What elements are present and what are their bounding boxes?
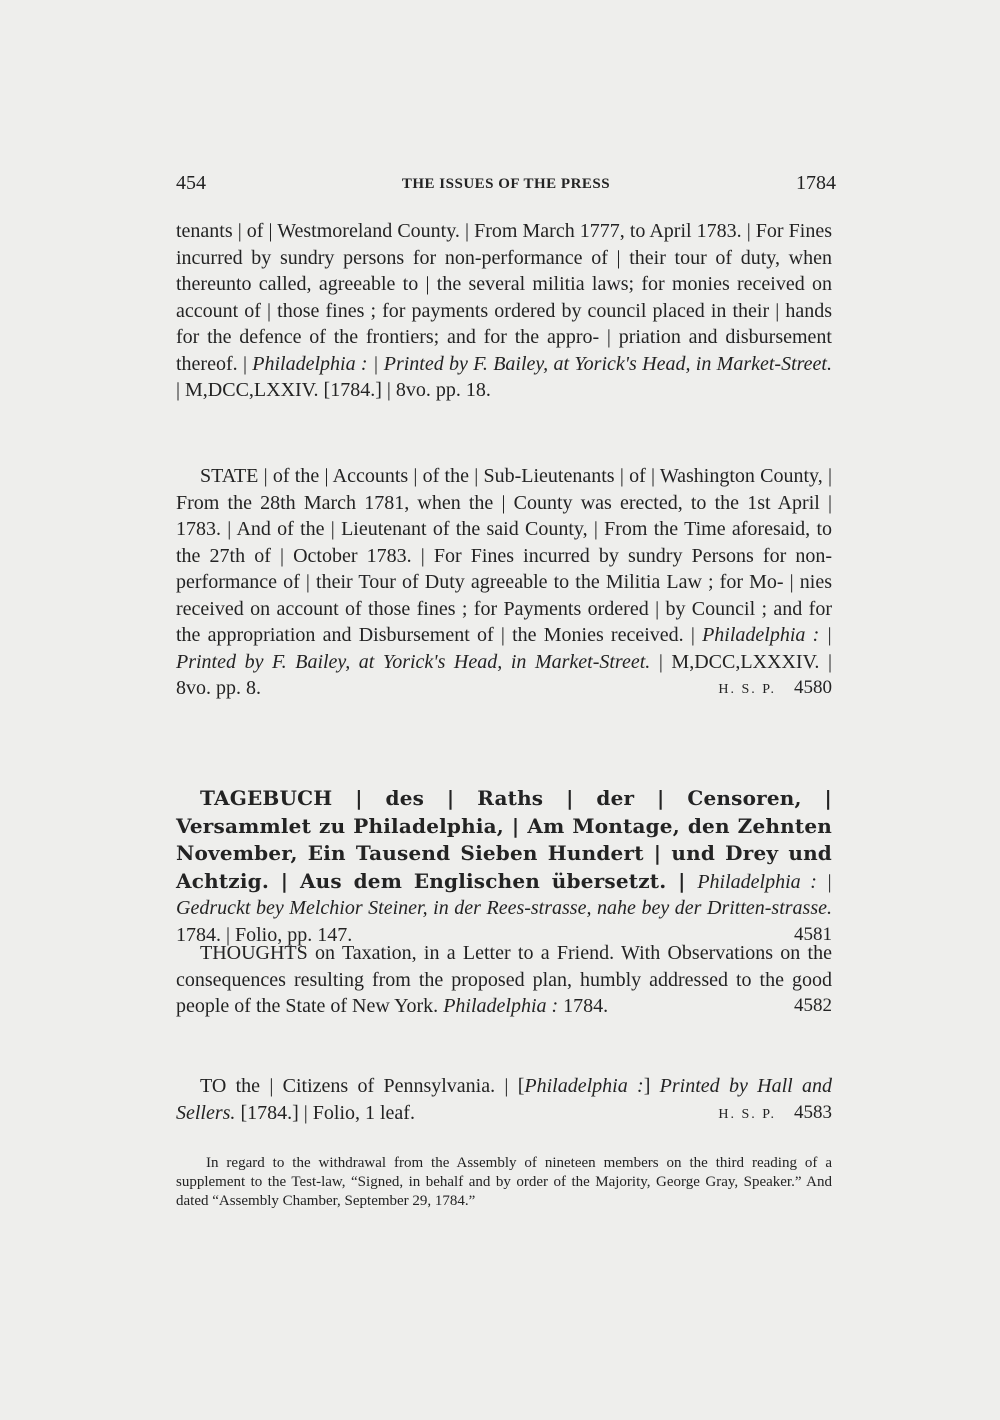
entry-imprint: Philadelphia : | Gedruckt bey Melchior Steiner, in der Rees-strasse, nahe bey der Dritten-strasse. bbox=[176, 870, 832, 919]
entry-text: TAGEBUCH | des | Raths | der | Censoren, | Versammlet zu Philadelphia, | Am Montage, den Zehnten November, Ein Tausend Sieben Hundert | und Drey und Achtzig. | Aus dem Englischen übersetzt. | bbox=[176, 786, 832, 893]
entry-text: STATE | of the | Accounts | of the | Sub-Lieutenants | of | Washington County, | From the 28th March 1781, when the | County was erected, to the 1st April | 1783. | And of the | Lieutenant of the said County, | From the Time aforesaid, to the 27th of | October 1783. | For Fines incurred by sundry Persons for non-performance of | their Tour of Duty agreeable to the Militia Law ; for Mo- | nies received on account of those fines ; for Payments ordered | by Council ; and for the appropriation and Disbursement of | the Monies received. | bbox=[176, 465, 832, 646]
entry-text: THOUGHTS on Taxation, in a Letter to a Friend. With Observations on the consequences resulting from the proposed plan, humbly addressed to the good people of the State of New York. bbox=[176, 942, 832, 1017]
page-number: 454 bbox=[176, 172, 206, 194]
entry-imprint: Philadelphia : | Printed by F. Bailey, at Yorick's Head, in Market-Street. bbox=[252, 352, 832, 375]
entry-4580 bbox=[176, 463, 832, 704]
entry-mid: ] bbox=[643, 1075, 660, 1097]
entry-number: 4582 bbox=[794, 995, 832, 1016]
entry-number: 4580 bbox=[794, 677, 832, 698]
entry-reference bbox=[694, 675, 832, 704]
entry-4582 bbox=[176, 940, 832, 1020]
entry-text: tenants | of | Westmoreland County. | From March 1777, to April 1783. | For Fines incurred by sundry persons for non-performance of | their tour of duty, when thereunto called, agreeable to | the several militia laws; for monies received on account of | those fines ; for payments ordered by council placed in their | hands for the defence of the frontiers; and for the appro- | priation and disbursement thereof. | bbox=[176, 220, 832, 375]
running-year: 1784 bbox=[796, 172, 836, 194]
entry-number: 4583 bbox=[794, 1101, 832, 1123]
entry-continuation bbox=[176, 218, 832, 404]
entry-tail: | M,DCC,LXXIV. [1784.] | 8vo. pp. 18. bbox=[176, 379, 491, 401]
running-header bbox=[176, 172, 836, 202]
entry-4583 bbox=[176, 1073, 832, 1128]
entry-tail: 1784. | Folio, pp. 147. bbox=[176, 923, 353, 946]
entry-imprint: Philadelphia : | Printed by F. Bailey, at Yorick's Head, in Market-Street. bbox=[176, 624, 832, 673]
entry-imprint: Philadelphia : bbox=[443, 995, 559, 1017]
entry-tail: 1784. bbox=[558, 995, 609, 1017]
running-title: THE ISSUES OF THE PRESS bbox=[401, 176, 611, 192]
entry-tail: | M,DCC,LXXXIV. | 8vo. pp. 8. bbox=[176, 650, 832, 699]
entry-reference bbox=[770, 993, 832, 1020]
library-code: H. S. P. bbox=[718, 682, 776, 697]
entry-reference bbox=[694, 1100, 832, 1129]
footnote: In regard to the withdrawal from the Assembly of nineteen members on the third reading of a supplement to the Test-law, “Signed, in behalf and by order of the Majority, George Gray, Speaker.” And dated “Assembly Chamber, September 29, 1784.” bbox=[176, 1155, 832, 1209]
library-code: H. S. P. bbox=[718, 1106, 776, 1122]
entry-number: 4581 bbox=[794, 923, 832, 945]
entry-text: TO the | Citizens of Pennsylvania. | [ bbox=[200, 1075, 525, 1097]
entry-printer: Printed by Hall and Sellers. bbox=[176, 1075, 832, 1124]
entry-tail: [1784.] | Folio, 1 leaf. bbox=[235, 1101, 415, 1124]
entry-imprint: Philadelphia : bbox=[524, 1075, 644, 1097]
entry-4581 bbox=[176, 785, 832, 948]
